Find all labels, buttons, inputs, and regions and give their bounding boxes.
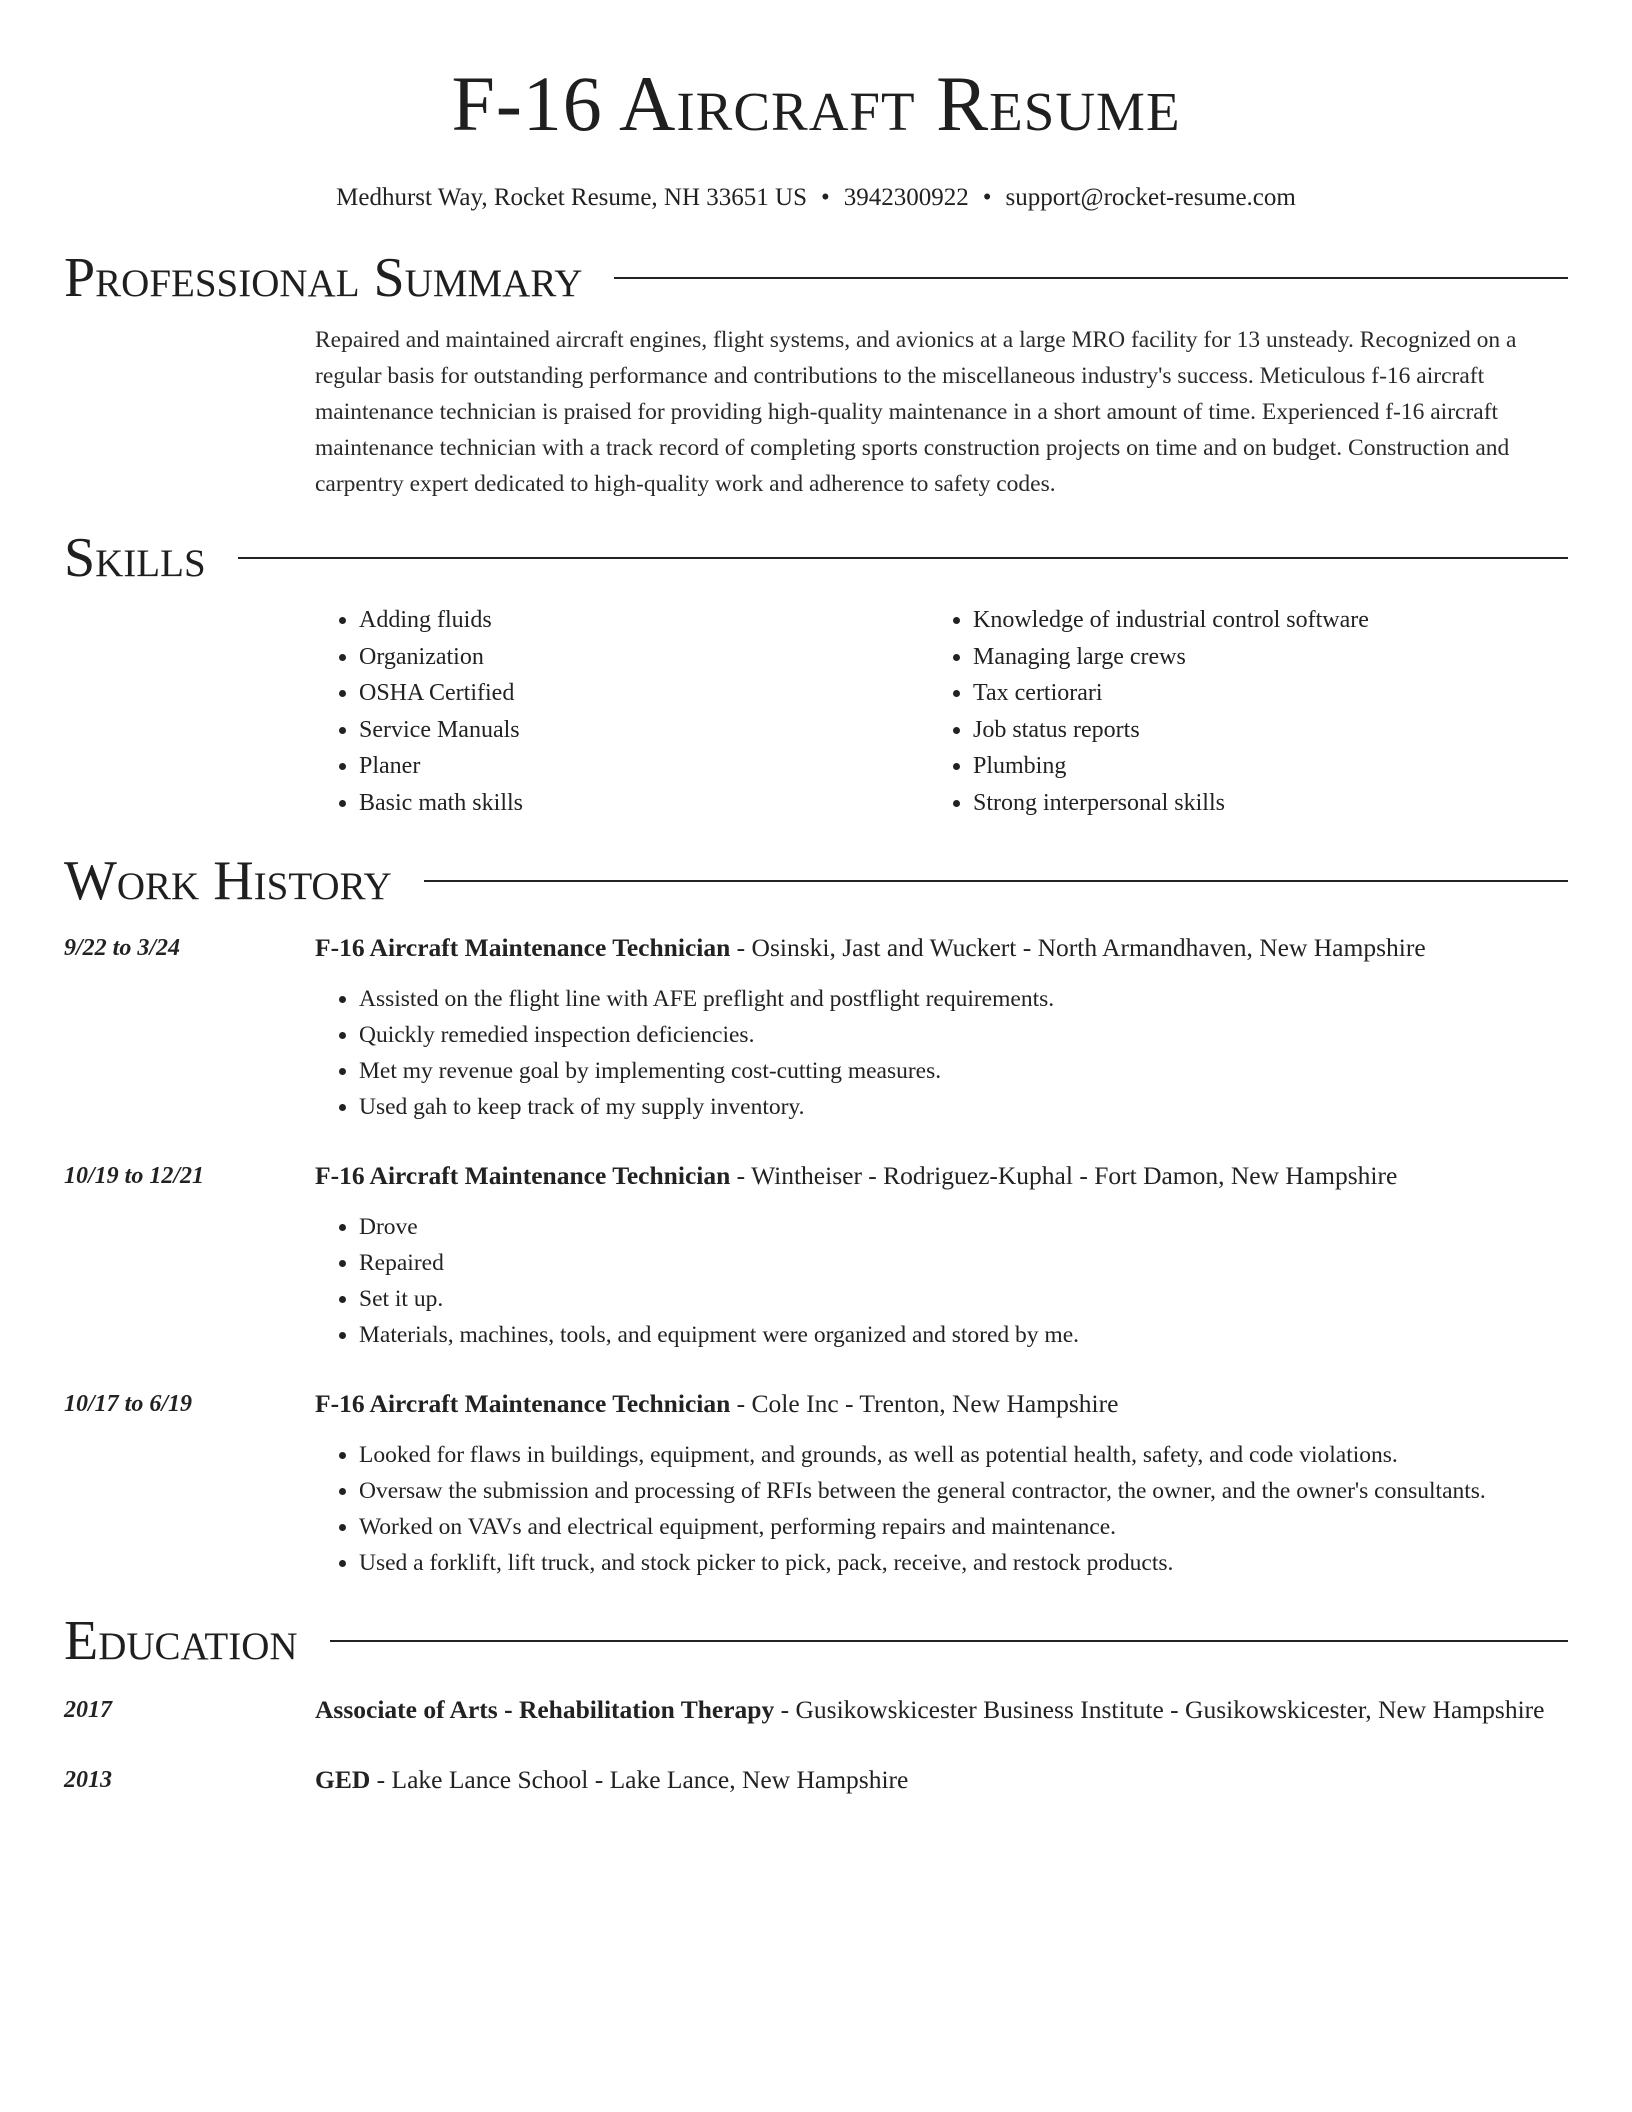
skill-item: • Tax certiorari [973,675,1543,712]
skill-item: • Knowledge of industrial control software [973,602,1543,639]
section-title: Work History [64,850,392,912]
work-bullet: • Assisted on the flight line with AFE preflight and postflight requirements. [359,981,1568,1017]
skill-item: • Service Manuals [359,712,929,749]
work-bullet: • Met my revenue goal by implementing cost-cutting measures. [359,1053,1568,1089]
skill-item: • Planer [359,748,929,785]
work-entry [64,1157,1568,1353]
skill-item: • Organization [359,639,929,676]
work-bullets [315,1437,1568,1581]
section-title: Education [64,1610,298,1672]
job-title: F-16 Aircraft Maintenance Technician [315,933,731,962]
skill-item: • Plumbing [973,748,1543,785]
section-heading [64,851,1568,911]
job-title: F-16 Aircraft Maintenance Technician [315,1389,731,1418]
contact-line [64,182,1568,214]
section-heading [64,1611,1568,1671]
education-entry [64,1691,1568,1729]
section-divider [238,557,1568,559]
work-heading [315,929,1568,967]
work-bullet: • Quickly remedied inspection deficiencies. [359,1017,1568,1053]
contact-separator: • [982,184,992,211]
work-heading [315,1385,1568,1423]
skills-column-right [929,602,1543,821]
resume-title: F-16 Aircraft Resume [451,60,1181,147]
education-section [64,1611,1568,1799]
skills-column-left [315,602,929,821]
contact-separator: • [821,184,830,211]
education-heading [315,1761,1568,1799]
skills-list [315,602,1568,821]
section-divider [424,880,1568,882]
work-bullet: • Oversaw the submission and processing of RFIs between the general contractor, the owner, and the owner's consultants. [359,1473,1568,1509]
school-details: - Gusikowskicester Business Institute - Gusikowskicester, New Hampshire [774,1695,1545,1724]
work-bullet: • Used gah to keep track of my supply inventory. [359,1089,1568,1125]
work-bullet: • Looked for flaws in buildings, equipment, and grounds, as well as potential health, safety, and code violations. [359,1437,1568,1473]
skill-item: • Job status reports [973,712,1543,749]
employer-details: - Cole Inc - Trenton, New Hampshire [730,1389,1119,1418]
work-bullets [315,1209,1568,1353]
section-title: Professional Summary [64,247,583,309]
phone: 3942300922 [843,184,969,211]
work-entry [64,1385,1568,1581]
skill-item: • Managing large crews [973,639,1543,676]
education-year: 2013 [64,1767,112,1793]
work-dates: 10/19 to 12/21 [64,1163,205,1189]
address: Medhurst Way, Rocket Resume, NH 33651 US [336,184,808,211]
summary-text: Repaired and maintained aircraft engines, flight systems, and avionics at a large MRO facility for 13 unsteady. Recognized on a regular basis for outstanding performance and contributions to the miscellaneous industry's success. Meticulous f-16 aircraft maintenance technician is praised for providing high-quality maintenance in a short amount of time. Experienced f-16 aircraft maintenance technician with a track record of completing sports construction projects on time and on budget. Construction and carpentry expert dedicated to high-quality work and adherence to safety codes. [315,327,1517,497]
work-bullet: • Drove [359,1209,1568,1245]
work-bullets [315,981,1568,1125]
section-divider [614,277,1568,279]
skill-item: • Strong interpersonal skills [973,785,1543,822]
section-title: Skills [64,527,206,589]
job-title: F-16 Aircraft Maintenance Technician [315,1161,731,1190]
employer-details: - Osinski, Jast and Wuckert - North Armandhaven, New Hampshire [730,933,1426,962]
section-divider [330,1640,1568,1642]
section-heading [64,528,1568,588]
education-year: 2017 [64,1697,112,1723]
work-bullet: • Worked on VAVs and electrical equipment, performing repairs and maintenance. [359,1509,1568,1545]
section-heading [64,248,1568,308]
work-bullet: • Used a forklift, lift truck, and stock picker to pick, pack, receive, and restock products. [359,1545,1568,1581]
skill-item: • OSHA Certified [359,675,929,712]
work-dates: 10/17 to 6/19 [64,1391,193,1417]
skill-item: • Adding fluids [359,602,929,639]
education-heading [315,1691,1568,1729]
work-heading [315,1157,1568,1195]
work-bullet: • Set it up. [359,1281,1568,1317]
work-entry [64,929,1568,1125]
school-details: - Lake Lance School - Lake Lance, New Hampshire [370,1765,909,1794]
work-bullet: • Materials, machines, tools, and equipment were organized and stored by me. [359,1317,1568,1353]
work-history-section [64,851,1568,1581]
employer-details: - Wintheiser - Rodriguez-Kuphal - Fort Damon, New Hampshire [730,1161,1398,1190]
resume-header [64,0,1568,214]
degree: GED [315,1765,371,1794]
education-entry [64,1761,1568,1799]
degree: Associate of Arts - Rehabilitation Therapy [315,1695,775,1724]
summary-section [64,248,1568,502]
work-dates: 9/22 to 3/24 [64,935,181,961]
work-bullet: • Repaired [359,1245,1568,1281]
skill-item: • Basic math skills [359,785,929,822]
skills-section [64,528,1568,821]
email: support@rocket-resume.com [1005,184,1296,211]
